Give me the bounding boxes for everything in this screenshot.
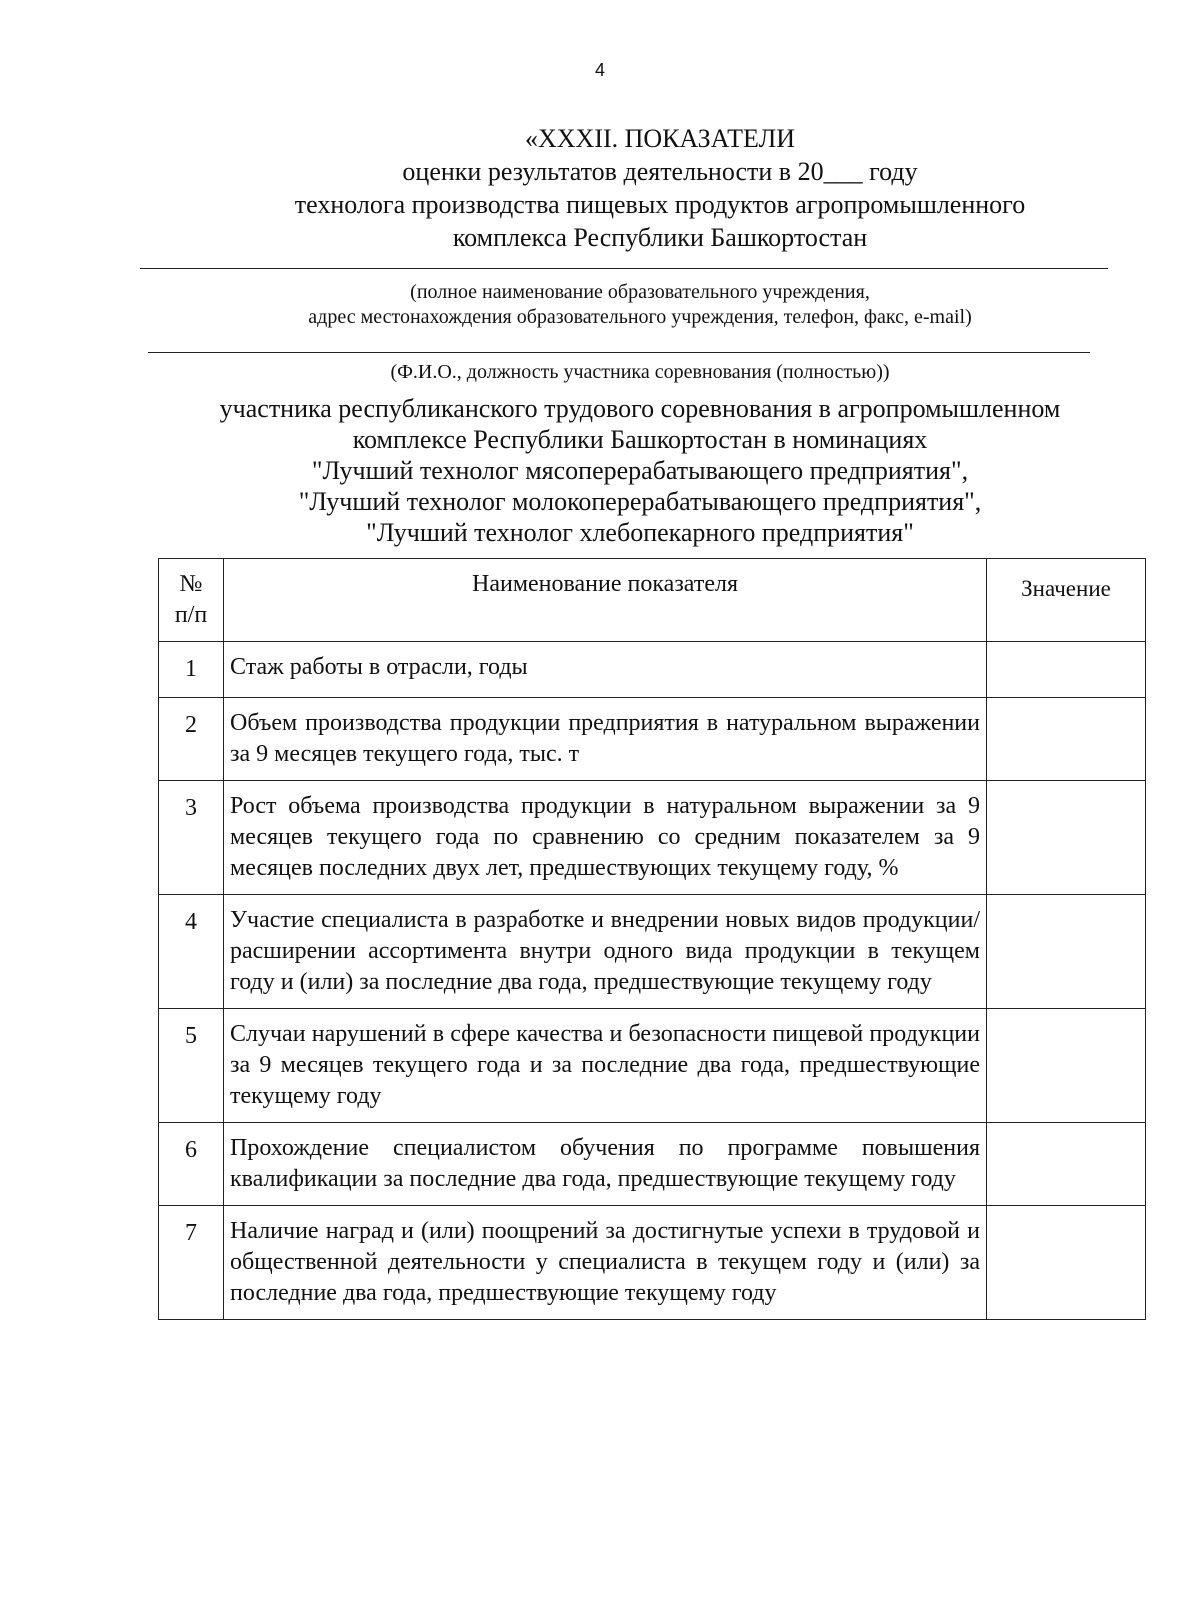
nomination-bakery: "Лучший технолог хлебопекарного предприятия" [366, 518, 914, 547]
table-header-row [159, 559, 1146, 642]
row-value-cell[interactable] [987, 895, 1146, 1009]
heading-region: комплекса Республики Башкортостан [452, 223, 868, 252]
header-indicator-name: Наименование показателя [224, 559, 987, 642]
nomination-dairy: "Лучший технолог молокоперерабатывающего предприятия", [298, 487, 982, 516]
institution-caption-line2: адрес местонахождения образовательного учреждения, телефон, факс, e-mail) [308, 306, 972, 328]
participant-line2: комплексе Республики Башкортостан в номинациях [352, 425, 928, 454]
table-row [159, 1009, 1146, 1123]
row-value-cell[interactable] [987, 642, 1146, 698]
participant-caption: (Ф.И.О., должность участника соревнования (полностью)) [390, 361, 890, 383]
table-row [159, 642, 1146, 698]
row-indicator-name: Наличие наград и (или) поощрений за достигнутые успехи в трудовой и общественной деятельности у специалиста в текущем году и (или) за последние два года, предшествующие текущему году [224, 1206, 987, 1320]
page-number: 4 [594, 60, 605, 80]
row-indicator-name: Прохождение специалистом обучения по программе повышения квалификации за последние два года, предшествующие текущему году [224, 1123, 987, 1206]
table-row [159, 781, 1146, 895]
nomination-meat: "Лучший технолог мясоперерабатывающего предприятия", [311, 456, 969, 485]
row-number: 3 [159, 781, 224, 895]
header-value: Значение [987, 559, 1146, 642]
row-indicator-name: Участие специалиста в разработке и внедрении новых видов продукции/расширении ассортимента внутри одного вида продукции в текущем году и (или) за последние два года, предшествующие текущему году [224, 895, 987, 1009]
row-indicator-name: Стаж работы в отрасли, годы [224, 642, 987, 698]
heading-title: «XXXII. ПОКАЗАТЕЛИ [524, 124, 796, 153]
header-number [159, 559, 224, 642]
row-value-cell[interactable] [987, 698, 1146, 781]
document-heading [170, 122, 1150, 254]
indicators-table [158, 558, 1146, 1320]
row-value-cell[interactable] [987, 1206, 1146, 1320]
participant-description [140, 393, 1140, 548]
row-number: 4 [159, 895, 224, 1009]
table-row [159, 698, 1146, 781]
row-indicator-name: Объем производства продукции предприятия в натуральном выражении за 9 месяцев текущего года, тыс. т [224, 698, 987, 781]
participant-line1: участника республиканского трудового соревнования в агропромышленном [219, 394, 1061, 423]
row-value-cell[interactable] [987, 1009, 1146, 1123]
header-number-symbol: № [179, 571, 203, 597]
row-value-cell[interactable] [987, 1123, 1146, 1206]
row-number: 2 [159, 698, 224, 781]
table-row [159, 895, 1146, 1009]
row-number: 5 [159, 1009, 224, 1123]
heading-position: технолога производства пищевых продуктов агропромышленного [294, 190, 1026, 219]
table-row [159, 1123, 1146, 1206]
row-number: 6 [159, 1123, 224, 1206]
table-row [159, 1206, 1146, 1320]
institution-fill-line [140, 268, 1108, 269]
row-indicator-name: Случаи нарушений в сфере качества и безопасности пищевой продукции за 9 месяцев текущего года и за последние два года, предшествующие текущему году [224, 1009, 987, 1123]
row-number: 1 [159, 642, 224, 698]
heading-subtitle: оценки результатов деятельности в 20___ году [402, 157, 918, 186]
header-number-abbr: п/п [174, 602, 208, 628]
row-number: 7 [159, 1206, 224, 1320]
row-indicator-name: Рост объема производства продукции в натуральном выражении за 9 месяцев текущего года по сравнению со средним показателем за 9 месяцев последних двух лет, предшествующих текущему году, % [224, 781, 987, 895]
participant-fill-line [148, 352, 1090, 353]
institution-caption [140, 280, 1140, 330]
row-value-cell[interactable] [987, 781, 1146, 895]
institution-caption-line1: (полное наименование образовательного учреждения, [410, 281, 870, 303]
